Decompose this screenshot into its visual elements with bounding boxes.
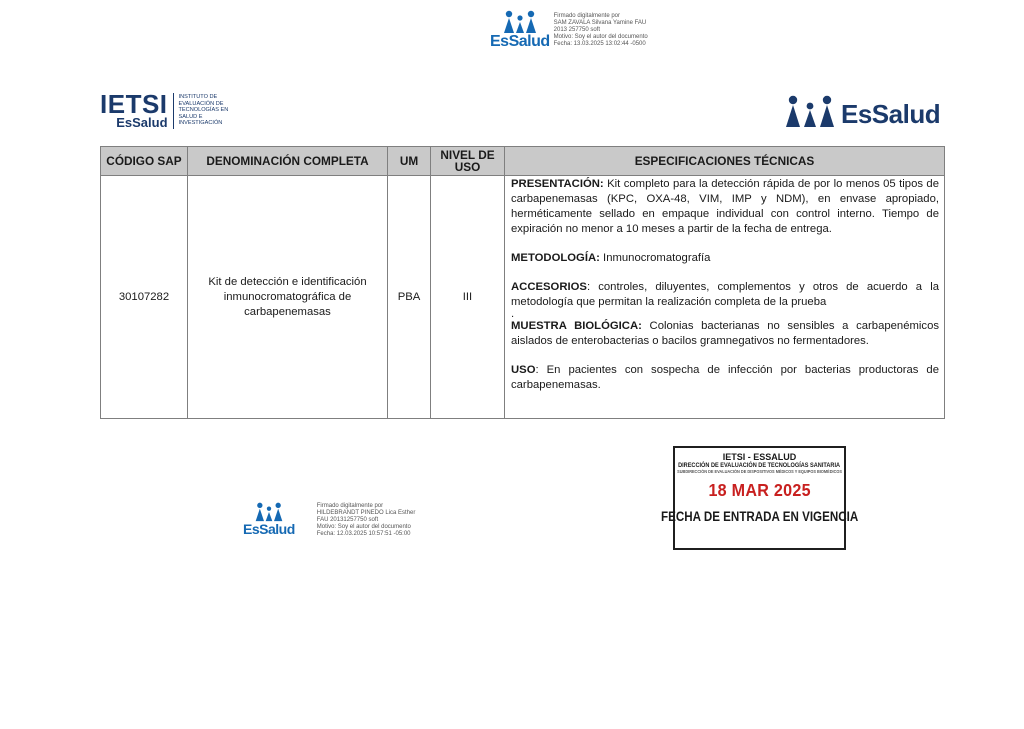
signature-text (554, 13, 648, 48)
institute-line: INVESTIGACIÓN (178, 120, 223, 127)
cell-nivel: III (431, 176, 505, 419)
signature-line: FAU 20131257750 soft (316, 517, 379, 523)
spec-text: Colonias bacterianas no sensibles a carbapenémicos aislados de enterobacterias o bacilos gramnegativos no fermentadores. (511, 320, 939, 347)
spec-uso (511, 363, 939, 393)
essalud-logo (243, 502, 295, 536)
signature-line: Motivo: Soy el autor del documento (553, 34, 648, 40)
signature-line: Motivo: Soy el autor del documento (316, 524, 411, 530)
spec-label: MUESTRA BIOLÓGICA: (511, 320, 642, 332)
institute-line: TECNOLOGÍAS EN (178, 107, 229, 114)
spec-label: METODOLOGÍA: (511, 252, 600, 264)
stamp-date: 18 MAR 2025 (708, 480, 811, 500)
family-icon (501, 10, 539, 34)
spec-text: : controles, diluyentes, complementos y otros de acuerdo a la metodología que permitan la realización completa de la prueba (511, 281, 939, 308)
ietsi-sub: EsSalud (116, 115, 168, 130)
header-especificaciones: ESPECIFICACIONES TÉCNICAS (505, 147, 945, 176)
validity-stamp (660, 446, 859, 550)
signature-line: Firmado digitalmente por (553, 13, 621, 19)
header-um: UM (388, 147, 431, 176)
header-nivel: NIVEL DE USO (431, 147, 505, 176)
ietsi-title: IETSI (100, 89, 168, 119)
spec-stray-dot: . (511, 308, 515, 320)
signature-line: Firmado digitalmente por (316, 503, 384, 509)
spec-text: : En pacientes con sospecha de infección por bacterias productoras de carbapenemasas. (511, 364, 939, 391)
institute-line: EVALUACIÓN DE (178, 100, 224, 107)
spec-metodologia (511, 251, 939, 266)
stamp-subtitle: DIRECCIÓN DE EVALUACIÓN DE TECNOLOGÍAS SANITARIA (678, 463, 841, 469)
institute-line: INSTITUTO DE (178, 94, 218, 101)
signature-line: HILDEBRANDT PINEDO Lica Esther (316, 510, 416, 516)
signature-line: Fecha: 12.03.2025 10:57:51 -05:00 (316, 531, 411, 537)
spec-label: PRESENTACIÓN: (511, 178, 604, 190)
digital-signature-bottom (243, 502, 415, 538)
spec-text: Inmunocromatografía (599, 252, 711, 264)
family-icon (253, 502, 285, 522)
spec-text: Kit completo para la detección rápida de por lo menos 05 tipos de carbapenemasas (KPC, OXA-48, VIM, IMP y NDM), en envase apropiado, herméticamente sellado en empaque individual con control interno. Tiempo de expiración no menor a 10 meses a partir de la fecha de entrega. (511, 178, 939, 235)
signature-text (317, 503, 416, 538)
spec-presentacion (511, 177, 939, 237)
spec-label: ACCESORIOS (511, 281, 587, 293)
institute-name (179, 94, 229, 126)
spec-muestra (511, 319, 939, 349)
specification-table (100, 146, 945, 419)
table-header-row (101, 147, 945, 176)
institute-line: SALUD E (178, 113, 203, 120)
stamp-subsubtitle: SUBDIRECCIÓN DE EVALUACIÓN DE DISPOSITIVOS MÉDICOS Y EQUIPOS BIOMÉDICOS (677, 469, 842, 474)
header-codigo: CÓDIGO SAP (101, 147, 188, 176)
header-denominacion: DENOMINACIÓN COMPLETA (188, 147, 388, 176)
logo-divider (173, 93, 174, 129)
signature-line: Fecha: 13.03.2025 13:02:44 -0500 (553, 41, 646, 47)
cell-um: PBA (388, 176, 431, 419)
table-row (101, 176, 945, 419)
essalud-logo-right (783, 95, 940, 127)
essalud-wordmark: EsSalud (841, 99, 941, 129)
ietsi-logo (100, 89, 229, 130)
signature-line: SAM ZAVALA Silvana Yamine FAU (553, 20, 647, 26)
cell-denominacion: Kit de detección e identificación inmunocromatográfica de carbapenemasas (188, 176, 388, 419)
essalud-logo (490, 10, 550, 50)
essalud-wordmark: EsSalud (490, 33, 550, 50)
family-icon (783, 95, 837, 127)
signature-line: 2013 257750 soft (553, 27, 601, 33)
stamp-title: IETSI - ESSALUD (722, 452, 797, 462)
essalud-wordmark: EsSalud (243, 521, 295, 537)
spec-accesorios (511, 280, 939, 310)
spec-label: USO (511, 364, 536, 376)
cell-especificaciones (505, 176, 945, 419)
digital-signature-top (490, 10, 648, 50)
stamp-footer: FECHA DE ENTRADA EN VIGENCIA (660, 509, 859, 524)
cell-codigo: 30107282 (101, 176, 188, 419)
